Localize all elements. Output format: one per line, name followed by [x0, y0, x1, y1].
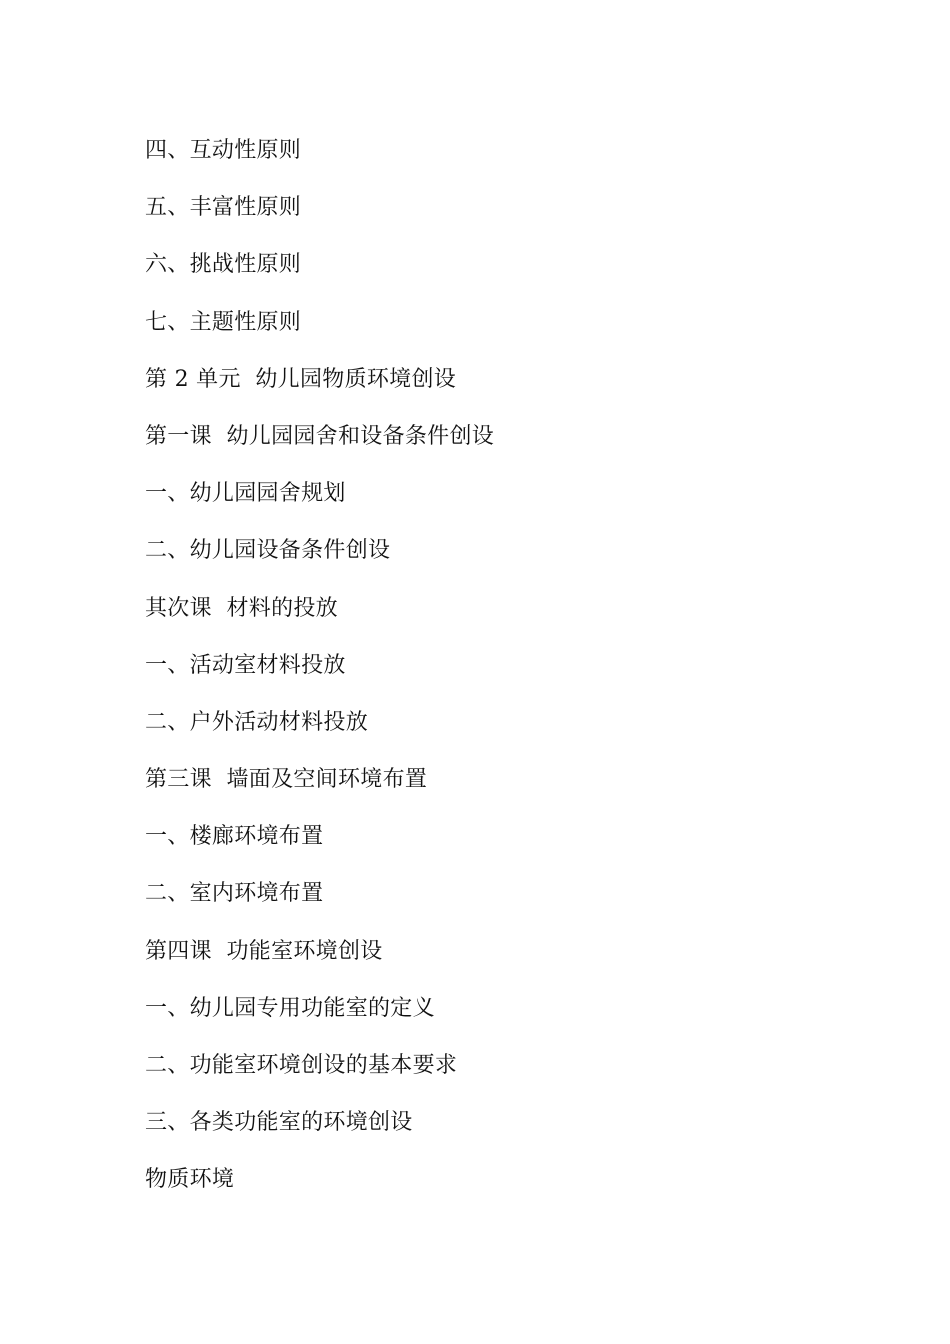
outline-line: 一、楼廊环境布置 — [145, 824, 324, 850]
outline-line: 五、丰富性原则 — [145, 195, 302, 221]
outline-line: 一、活动室材料投放 — [145, 652, 346, 678]
outline-line: 一、幼儿园园舍规划 — [145, 481, 346, 507]
outline-line: 一、幼儿园专用功能室的定义 — [145, 995, 435, 1021]
outline-list — [145, 134, 494, 1221]
lesson-heading: 第一课 幼儿园园舍和设备条件创设 — [145, 423, 495, 449]
outline-line: 六、挑战性原则 — [145, 252, 302, 278]
lesson-heading: 第四课 功能室环境创设 — [145, 938, 383, 964]
unit-heading: 第 2 单元 幼儿园物质环境创设 — [145, 366, 457, 392]
outline-line: 二、幼儿园设备条件创设 — [145, 538, 391, 564]
lesson-heading: 其次课 材料的投放 — [145, 595, 338, 621]
outline-line: 三、各类功能室的环境创设 — [145, 1110, 413, 1136]
outline-line: 四、互动性原则 — [145, 138, 302, 163]
outline-line: 物质环境 — [145, 1167, 235, 1193]
outline-line: 二、室内环境布置 — [145, 881, 324, 907]
outline-line: 二、功能室环境创设的基本要求 — [145, 1053, 458, 1078]
lesson-heading: 第三课 墙面及空间环境布置 — [145, 767, 428, 793]
outline-line: 七、主题性原则 — [145, 309, 302, 335]
outline-line: 二、户外活动材料投放 — [145, 709, 369, 735]
